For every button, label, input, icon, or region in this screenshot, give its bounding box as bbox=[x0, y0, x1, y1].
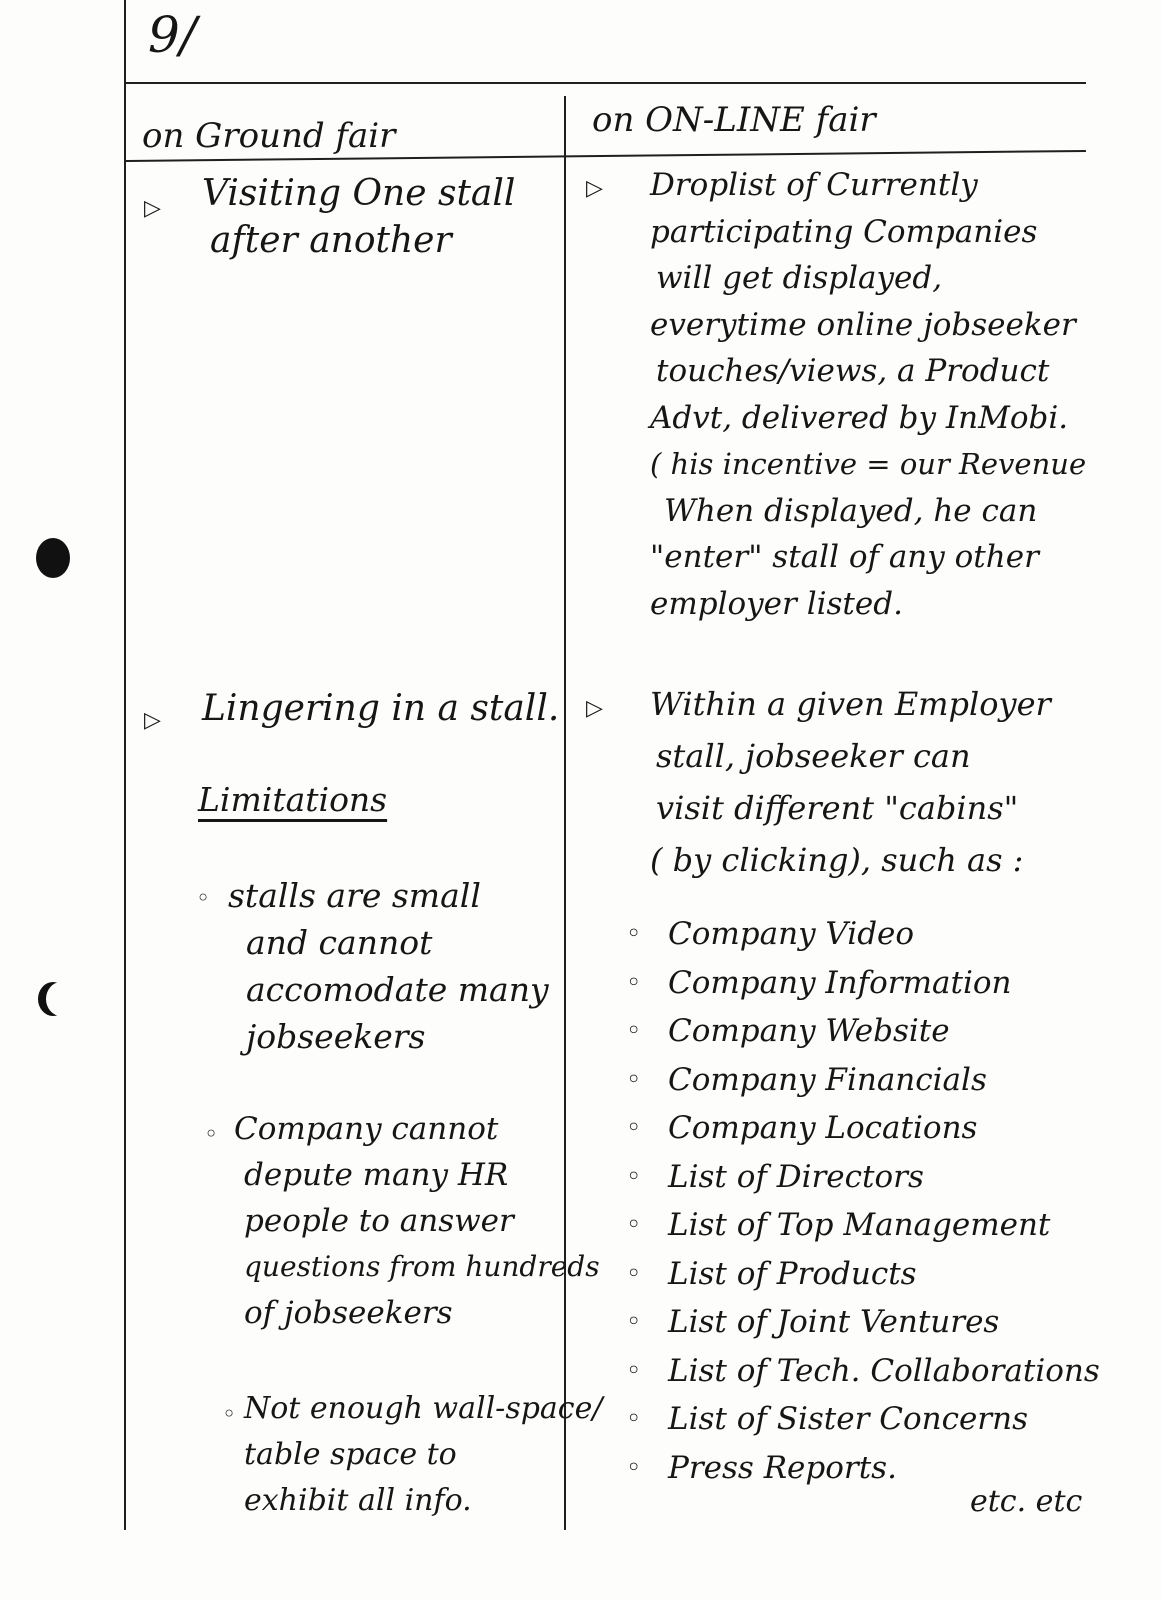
list-item: ◦ Press Reports. bbox=[626, 1444, 1100, 1493]
list-item: ◦ Company Financials bbox=[626, 1056, 1100, 1105]
top-rule bbox=[126, 82, 1086, 84]
list-item: ◦ Company Locations bbox=[626, 1104, 1100, 1153]
right-point-droplist: Droplist of Currently participating Companies will get displayed, everytime online jobseeker touches/views, a Product Advt, delivered by InMobi. ( his incentive = our Revenue When displayed, he can "enter" stall of any other employer listed. bbox=[650, 167, 1087, 622]
bullet-triangle-icon: ▷ bbox=[144, 196, 161, 221]
punch-hole-bottom bbox=[46, 982, 76, 1016]
list-item: ◦ Company Information bbox=[626, 959, 1100, 1008]
list-item: ◦ List of Tech. Collaborations bbox=[626, 1347, 1100, 1396]
bullet-triangle-icon: ▷ bbox=[586, 176, 603, 201]
list-item: ◦ List of Top Management bbox=[626, 1201, 1100, 1250]
list-item: ◦ Company Website bbox=[626, 1007, 1100, 1056]
right-point-cabins: Within a given Employer stall, jobseeker can visit different "cabins" ( by clicking), such as : bbox=[650, 685, 1051, 879]
right-column-heading: on ON-LINE fair bbox=[592, 100, 876, 140]
bullet-circle-icon: ◦ bbox=[222, 1400, 237, 1428]
limitations-heading: Limitations bbox=[198, 780, 388, 819]
left-point-visiting: Visiting One stall after another bbox=[202, 173, 516, 261]
limitation-1: stalls are small and cannot accomodate many jobseekers bbox=[228, 876, 549, 1056]
limitation-2: Company cannot depute many HR people to answer questions from hundreds of jobseekers bbox=[234, 1111, 600, 1331]
punch-hole-top bbox=[36, 538, 70, 578]
list-item: ◦ Company Video bbox=[626, 910, 1100, 959]
cabins-list bbox=[626, 910, 1100, 1492]
list-item: ◦ List of Directors bbox=[626, 1153, 1100, 1202]
etc-text: etc. etc bbox=[970, 1484, 1083, 1519]
bullet-triangle-icon: ▷ bbox=[586, 696, 603, 721]
list-item: ◦ List of Sister Concerns bbox=[626, 1395, 1100, 1444]
page-number: 9/ bbox=[148, 6, 197, 64]
bullet-circle-icon: ◦ bbox=[196, 884, 211, 912]
bullet-triangle-icon: ▷ bbox=[144, 708, 161, 733]
left-margin-line bbox=[124, 0, 126, 1530]
left-point-lingering: Lingering in a stall. bbox=[202, 688, 560, 729]
bullet-circle-icon: ◦ bbox=[204, 1120, 219, 1148]
list-item: ◦ List of Joint Ventures bbox=[626, 1298, 1100, 1347]
limitation-3: Not enough wall-space/ table space to exhibit all info. bbox=[244, 1391, 603, 1518]
left-column-heading: on Ground fair bbox=[142, 116, 396, 156]
list-item: ◦ List of Products bbox=[626, 1250, 1100, 1299]
